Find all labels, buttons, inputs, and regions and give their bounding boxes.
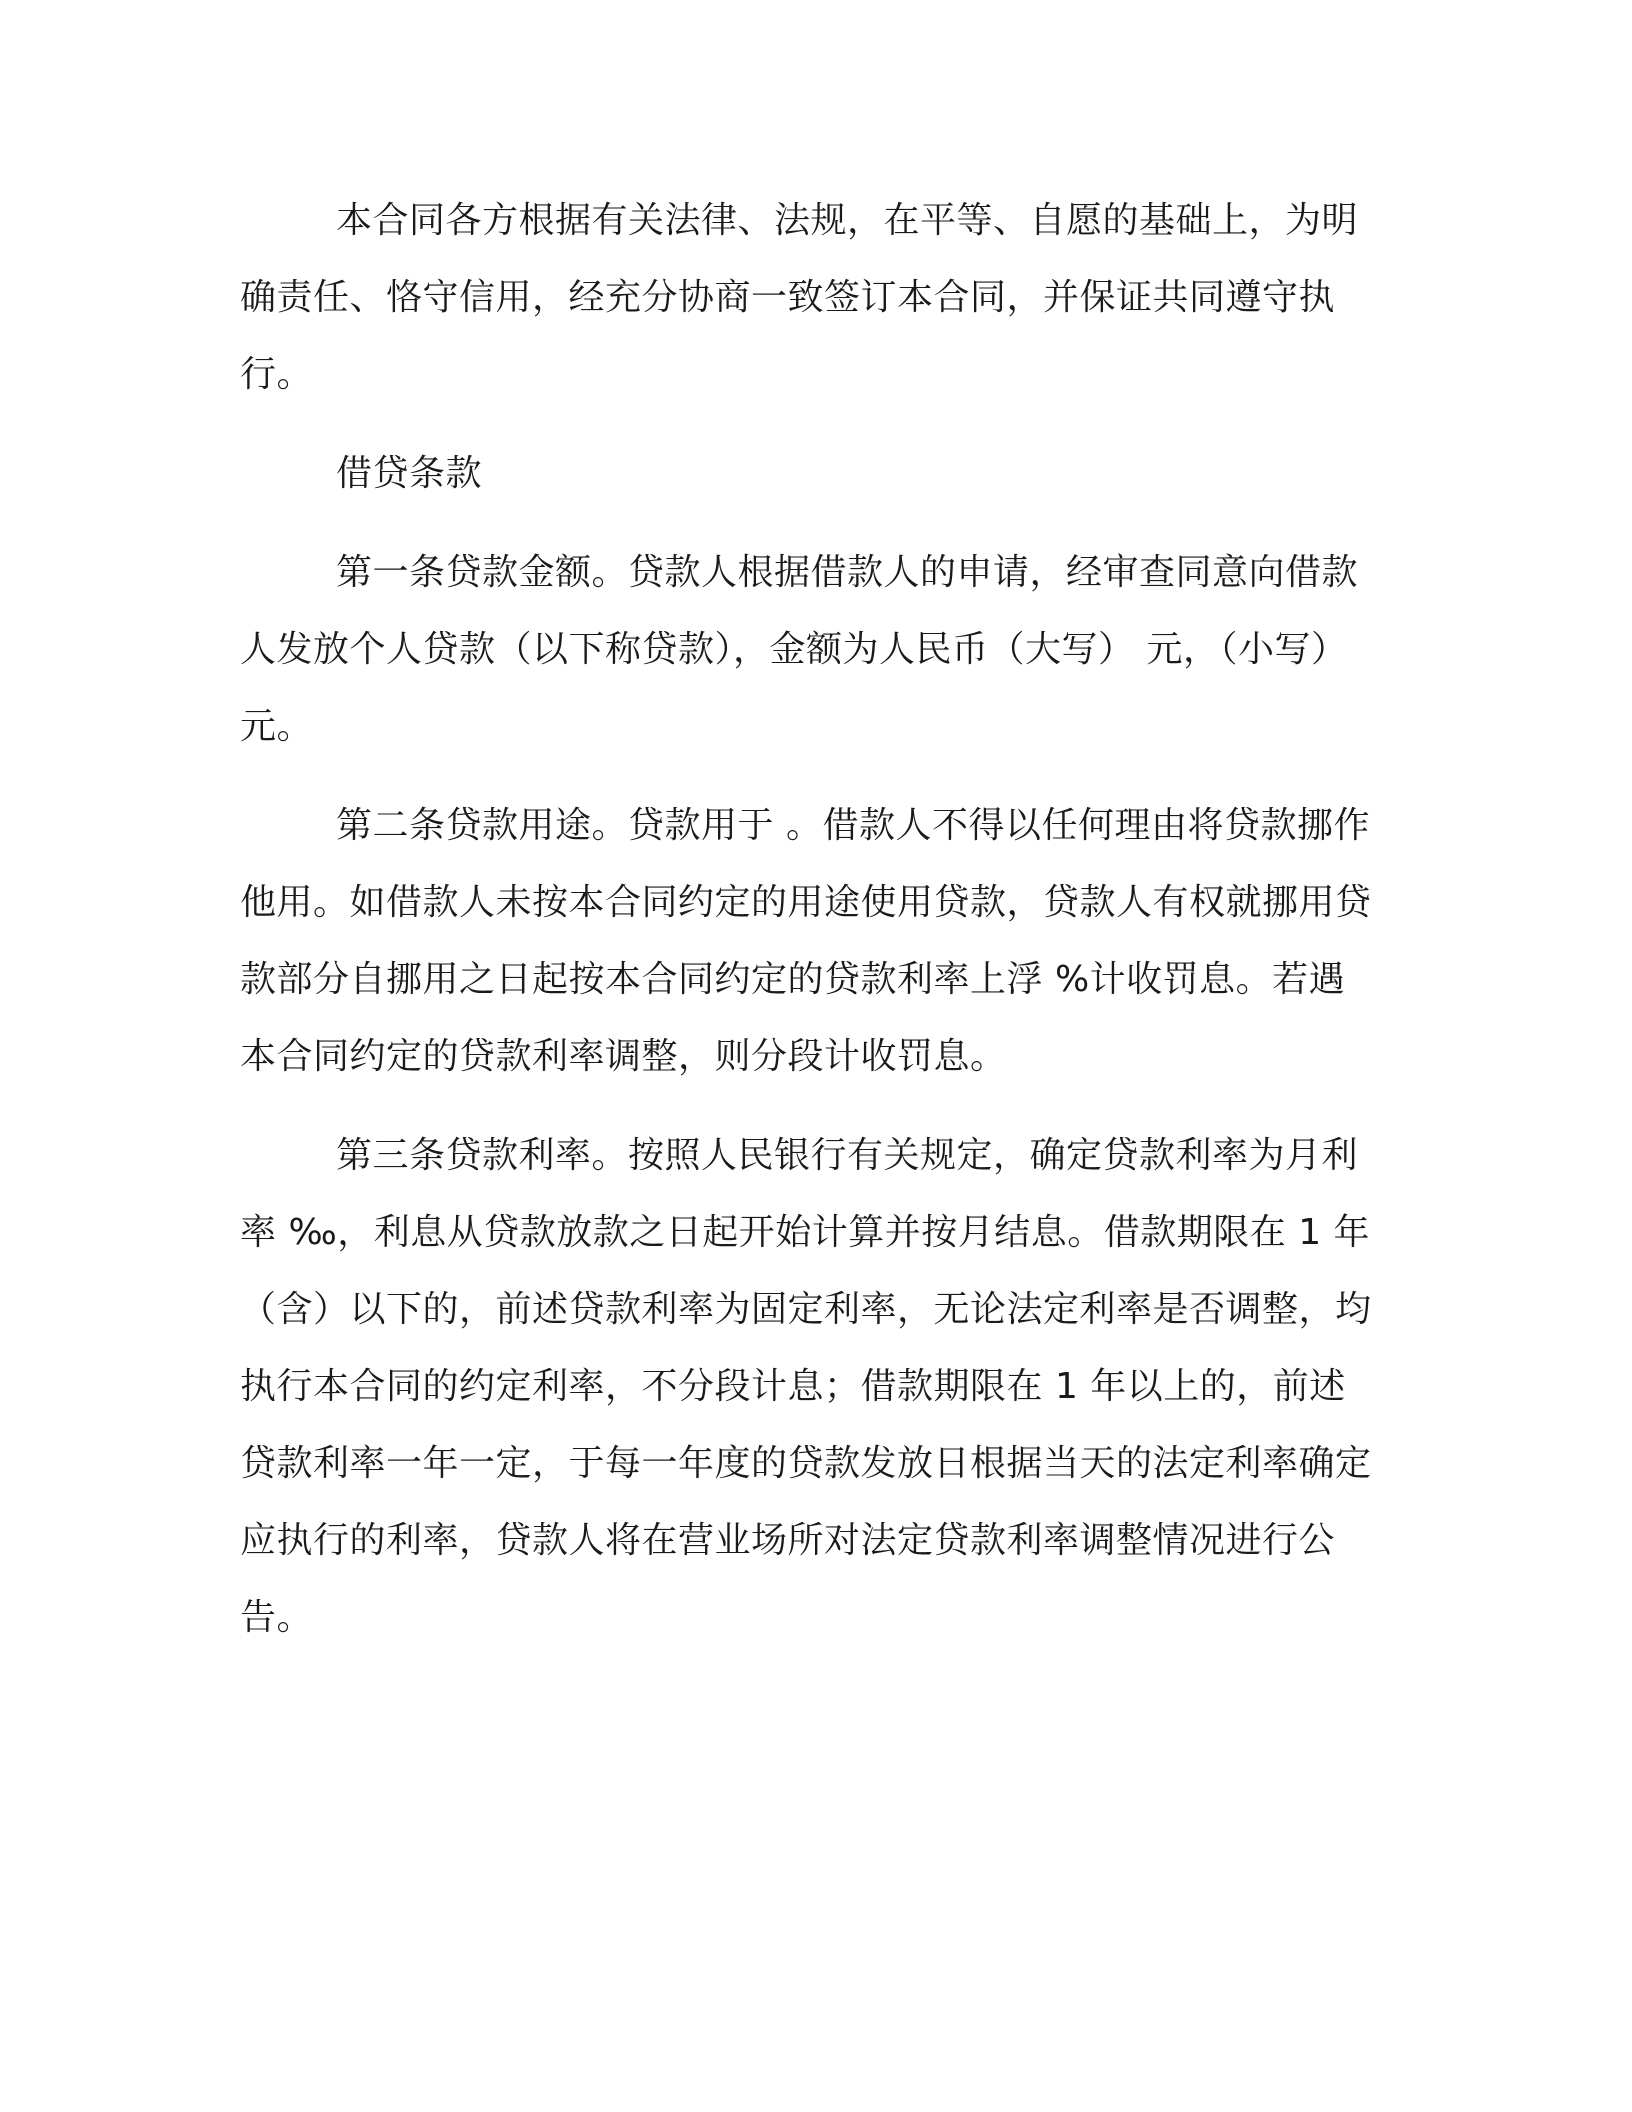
article-3-paragraph: 第三条贷款利率。按照人民银行有关规定，确定贷款利率为月利率 ‰，利息从贷款放款之日起开始计算并按月结息。借款期限在 1 年（含）以下的，前述贷款利率为固定利率，无论法定利率是否调整，均执行本合同的约定利率，不分段计息；借款期限在 1 年以上的，前述贷款利率一年一定，于每一年度的贷款发放日根据当天的法定利率确定应执行的利率，贷款人将在营业场所对法定贷款利率调整情况进行公告。 <box>240 1135 1372 1638</box>
intro-paragraph: 本合同各方根据有关法律、法规，在平等、自愿的基础上，为明确责任、恪守信用，经充分协商一致签订本合同，并保证共同遵守执行。 <box>240 200 1359 395</box>
document-body <box>240 182 1380 1678</box>
article-2-paragraph: 第二条贷款用途。贷款用于 。借款人不得以任何理由将贷款挪作他用。如借款人未按本合同约定的用途使用贷款，贷款人有权就挪用贷款部分自挪用之日起按本合同约定的贷款利率上浮 %计收罚息。若遇本合同约定的贷款利率调整，则分段计收罚息。 <box>240 805 1372 1077</box>
section-heading: 借贷条款 <box>336 453 483 494</box>
article-1-paragraph: 第一条贷款金额。贷款人根据借款人的申请，经审查同意向借款人发放个人贷款（以下称贷款），金额为人民币（大写） 元，（小写） 元。 <box>240 552 1359 747</box>
